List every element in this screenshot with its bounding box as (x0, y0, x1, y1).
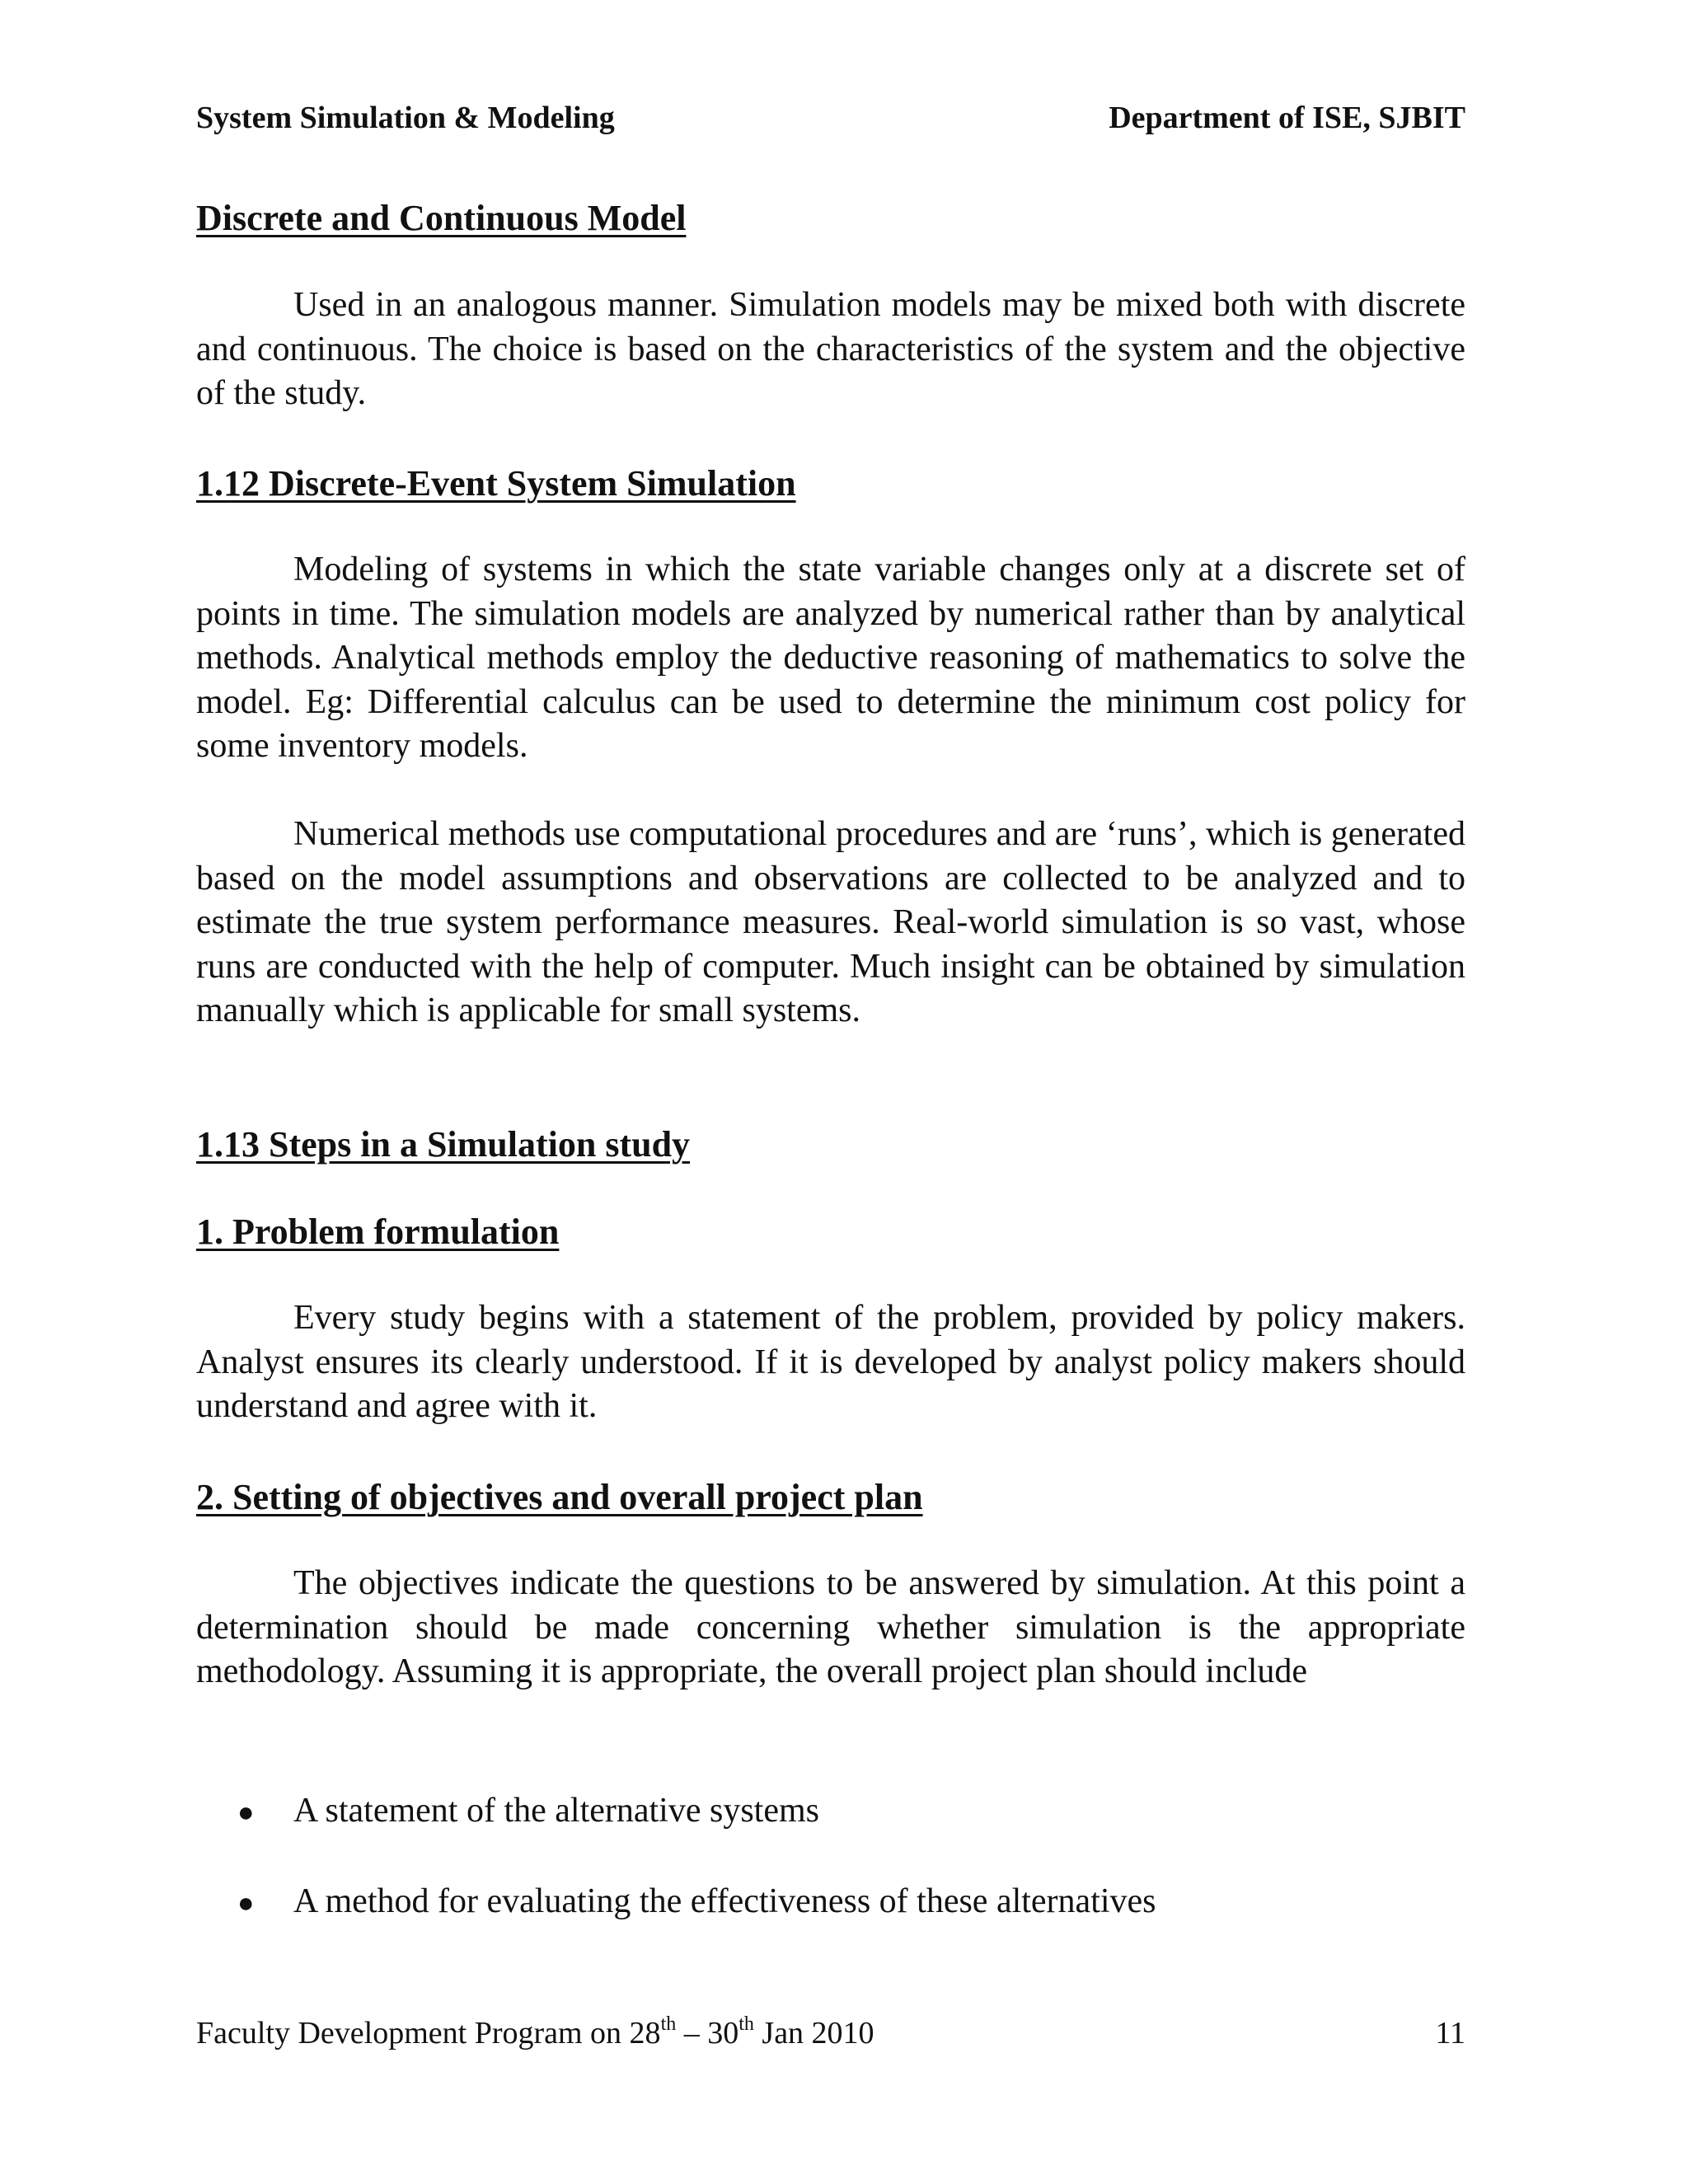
heading-discrete-continuous-model: Discrete and Continuous Model (196, 198, 687, 238)
footer-program (196, 2013, 874, 2054)
header-department: Department of ISE, SJBIT (1109, 101, 1465, 135)
bullet-text: A statement of the alternative systems (293, 1792, 819, 1830)
header-course-title: System Simulation & Modeling (196, 101, 615, 135)
paragraph-discrete-continuous: Used in an analogous manner. Simulation models may be mixed both with discrete and continuous. The choice is based on the characteristics of the system and the objective of the study. (196, 286, 1465, 412)
paragraph-des-2: Numerical methods use computational procedures and are ‘runs’, which is generated based on the model assumptions and observations are collected to be analyzed and to estimate the true system performance measures. Real-world simulation is so vast, whose runs are conducted with the help of computer. Much insight can be obtained by simulation manually which is applicable for small systems. (196, 815, 1465, 1029)
footer-prefix: Faculty Development Program on 28 (196, 2016, 661, 2050)
footer-sup-2: th (738, 2013, 754, 2035)
heading-problem-formulation: 1. Problem formulation (196, 1212, 560, 1252)
heading-discrete-event-simulation: 1.12 Discrete-Event System Simulation (196, 463, 796, 504)
bullet-item (237, 1788, 819, 1835)
bullet-icon: ● (237, 1888, 255, 1919)
bullet-item (237, 1879, 1156, 1926)
bullet-text: A method for evaluating the effectiveness of these alternatives (293, 1882, 1156, 1920)
footer-middle: – 30 (676, 2016, 739, 2050)
paragraph-objectives: The objectives indicate the questions to be answered by simulation. At this point a determination should be made concerning whether simulation is the appropriate methodology. Assuming it is appropriate, the overall project plan should include (196, 1564, 1465, 1690)
document-page (196, 0, 1465, 2184)
bullet-icon: ● (237, 1797, 255, 1828)
footer-suffix: Jan 2010 (753, 2016, 874, 2050)
heading-steps-simulation-study: 1.13 Steps in a Simulation study (196, 1124, 691, 1165)
page-header (196, 97, 1465, 138)
heading-objectives-project-plan: 2. Setting of objectives and overall project plan (196, 1477, 923, 1517)
page-footer (196, 2013, 1465, 2054)
paragraph-des-1: Modeling of systems in which the state variable changes only at a discrete set of points in time. The simulation models are analyzed by numerical rather than by analytical methods. Analytical methods employ the deductive reasoning of mathematics to solve the model. Eg: Differential calculus can be used to determine the minimum cost policy for some inventory models. (196, 551, 1465, 765)
page-number: 11 (1435, 2016, 1465, 2050)
footer-sup-1: th (660, 2013, 677, 2035)
paragraph-problem-formulation: Every study begins with a statement of the problem, provided by policy makers. Analyst ensures its clearly understood. If it is developed by analyst policy makers should understand and agree with it. (196, 1299, 1465, 1425)
